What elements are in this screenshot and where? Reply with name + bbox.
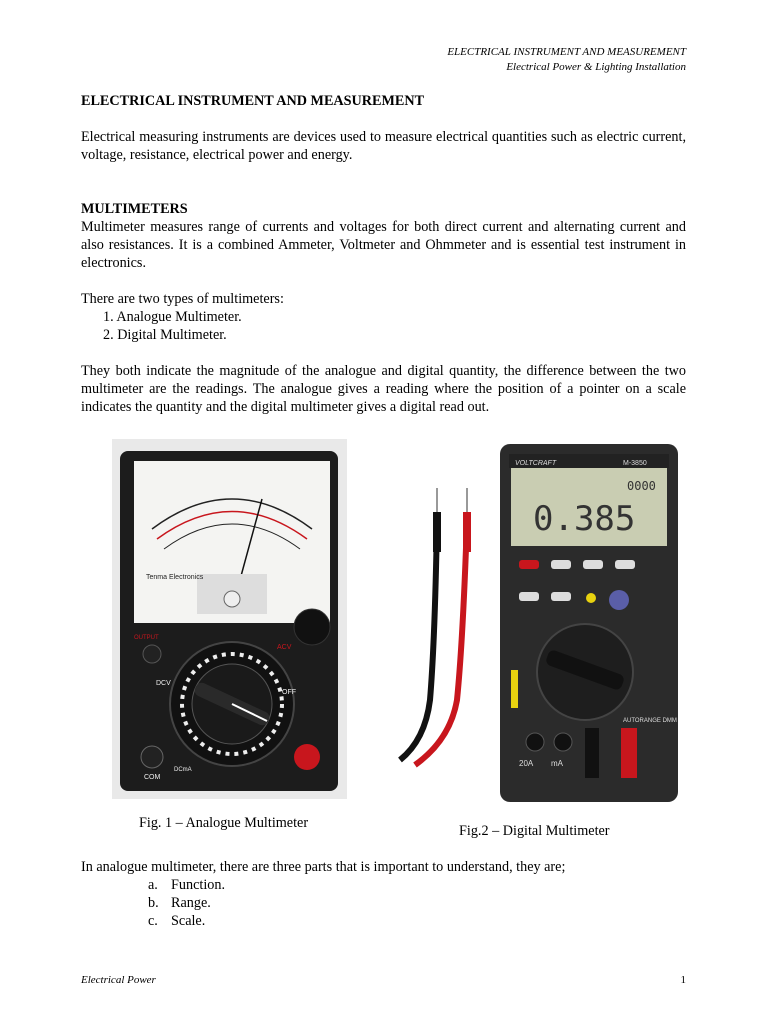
fig1-dcv: DCV	[156, 680, 171, 687]
list-item: 2. Digital Multimeter.	[103, 327, 227, 343]
parts-intro: In analogue multimeter, there are three parts that is important to understand, they are;	[81, 859, 566, 875]
fig2-autorange: AUTORANGE DMM	[623, 718, 677, 724]
fig1-com: COM	[144, 774, 161, 781]
list-item: 1. Analogue Multimeter.	[103, 309, 242, 325]
document-body	[81, 92, 686, 416]
intro-paragraph: Electrical measuring instruments are devices used to measure electrical quantities such as electric current, voltage, resistance, electrical power and energy.	[81, 129, 686, 163]
list-item: a. Function.	[148, 877, 225, 893]
header-line-1: ELECTRICAL INSTRUMENT AND MEASUREMENT	[447, 46, 686, 58]
fig2-reading: 0.385	[533, 499, 636, 539]
list-item: b. Range.	[148, 895, 211, 911]
digital-multimeter-image	[395, 440, 687, 805]
fig1-dcma: DCmA	[174, 767, 192, 773]
parts-list	[81, 876, 686, 930]
fig2-small-reading: 0000	[627, 479, 656, 493]
fig2-20a: 20A	[519, 759, 534, 768]
fig1-brand: Tenma Electronics	[146, 574, 204, 581]
running-header	[447, 45, 686, 75]
types-intro: There are two types of multimeters:	[81, 291, 284, 307]
header-line-2: Electrical Power & Lighting Installation	[506, 61, 686, 73]
fig2-ma: mA	[551, 759, 563, 768]
digital-multimeter-figure	[395, 440, 687, 805]
analogue-multimeter-figure	[112, 439, 347, 799]
fig2-brand: VOLTCRAFT	[515, 460, 557, 467]
fig1-caption: Fig. 1 – Analogue Multimeter	[139, 815, 309, 831]
footer-left: Electrical Power	[81, 974, 156, 986]
fig2-model: M-3850	[623, 460, 647, 467]
fig1-off: OFF	[282, 689, 296, 696]
list-item: c. Scale.	[148, 913, 206, 929]
analogue-multimeter-image	[112, 439, 347, 799]
multimeter-paragraph: Multimeter measures range of currents and voltages for both direct current and alternating current and also resistances. It is a combined Ammeter, Voltmeter and Ohmmeter and is essential test instrument in electronics.	[81, 219, 686, 271]
page-footer	[81, 974, 686, 986]
section-heading: MULTIMETERS	[81, 201, 188, 217]
fig1-output: OUTPUT	[134, 635, 159, 641]
difference-paragraph: They both indicate the magnitude of the analogue and digital quantity, the difference between the two multimeter are the readings. The analogue gives a reading where the position of a pointer on a scale indicates the quantity and the digital multimeter gives a digital read out.	[81, 363, 686, 415]
fig1-acv: ACV	[277, 644, 292, 651]
fig2-caption: Fig.2 – Digital Multimeter	[459, 823, 610, 839]
page-number: 1	[680, 974, 686, 986]
page-title: ELECTRICAL INSTRUMENT AND MEASUREMENT	[81, 93, 425, 109]
types-list	[81, 308, 686, 344]
parts-section	[81, 858, 686, 930]
